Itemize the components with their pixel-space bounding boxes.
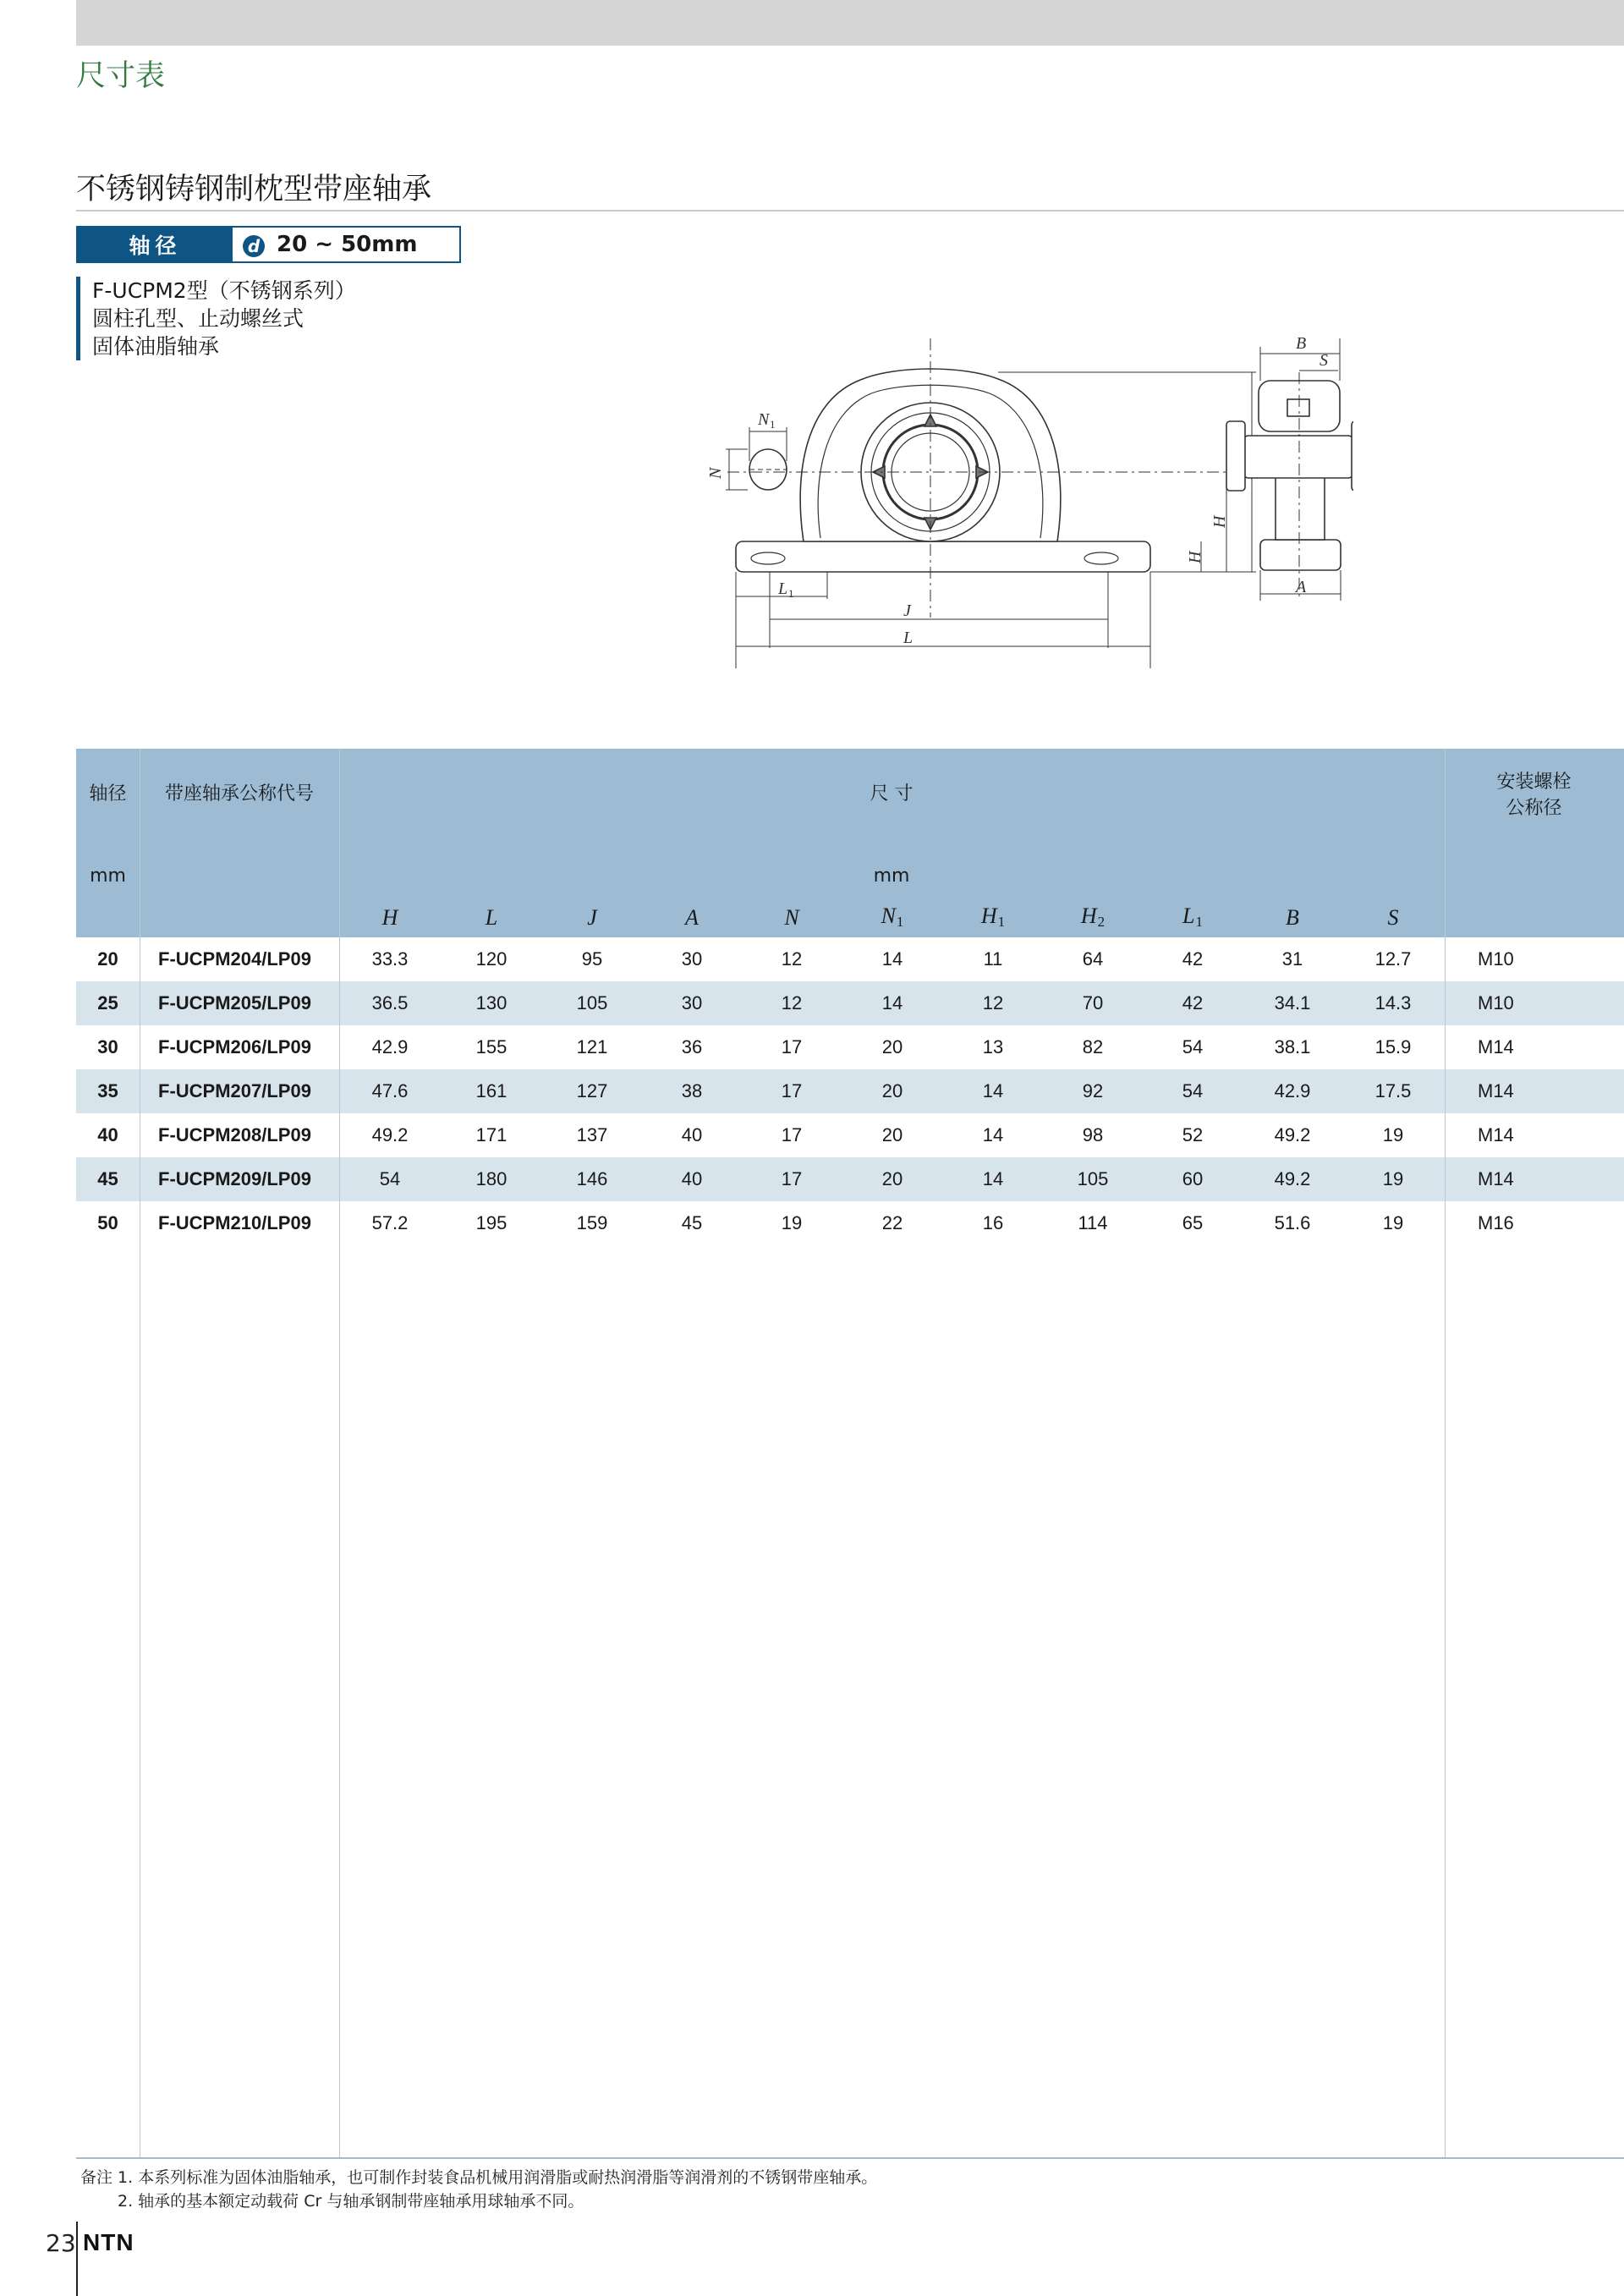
heading-divider <box>76 210 1624 211</box>
bolt-size-cell: M10 <box>1444 981 1624 1025</box>
dimension-cell: 20 <box>842 1157 943 1201</box>
page-number: 23 <box>46 2229 76 2257</box>
column-header-1 <box>441 887 542 937</box>
dimension-cell: 60 <box>1143 1157 1243 1201</box>
dimension-cell: 120 <box>475 948 508 969</box>
column-subscript: 2 <box>1097 914 1106 930</box>
dimension-cell: 17 <box>742 1069 842 1113</box>
dimension-cell: 42 <box>1182 948 1204 969</box>
ntn-logo: NTN <box>83 2229 134 2255</box>
dimension-cell: 51.6 <box>1274 1212 1311 1233</box>
dimension-table <box>76 749 1624 1245</box>
svg-text:B: B <box>1296 334 1307 353</box>
dimension-cell: 12 <box>781 948 803 969</box>
table-row <box>76 1157 1624 1201</box>
note-2: 2. 轴承的基本额定动载荷 Cr 与轴承钢制带座轴承用球轴承不同。 <box>118 2192 584 2211</box>
svg-text:L: L <box>778 579 788 598</box>
description-line-2: 圆柱孔型、止动螺丝式 <box>92 306 304 331</box>
dimension-cell: 14.3 <box>1342 981 1444 1025</box>
column-subscript: 1 <box>997 914 1006 930</box>
dimension-cell: 20 <box>881 1124 903 1145</box>
svg-text:H: H <box>1210 515 1229 528</box>
svg-text:1: 1 <box>788 587 794 600</box>
dimension-cell: 114 <box>1078 1212 1108 1233</box>
dimension-cell: 52 <box>1182 1124 1204 1145</box>
dimension-cell: 105 <box>542 981 642 1025</box>
page-title: 不锈钢铸钢制枕型带座轴承 <box>76 173 432 206</box>
bolt-size-cell: M14 <box>1478 1124 1514 1145</box>
column-header-3 <box>642 887 742 937</box>
dimension-cell: 38 <box>642 1069 742 1113</box>
column-header-5 <box>842 887 943 937</box>
dimension-cell: 42.9 <box>1243 1069 1342 1113</box>
dimension-cell: 14 <box>881 948 903 969</box>
note-1: 备注 1. 本系列标准为固体油脂轴承，也可制作封装食品机械用润滑脂或耐热润滑脂等润滑剂的不锈钢带座轴承。 <box>80 2168 878 2187</box>
svg-text:J: J <box>903 601 911 620</box>
shaft-size-box <box>76 226 461 263</box>
shaft-diameter-cell: 40 <box>97 1124 118 1145</box>
dimension-cell: 30 <box>681 948 703 969</box>
dimension-cell: 22 <box>881 1212 903 1233</box>
bearing-code-cell: F-UCPM209/LP09 <box>140 1157 339 1201</box>
dimension-cell: 159 <box>576 1212 608 1233</box>
bolt-size-cell: M16 <box>1478 1212 1514 1233</box>
table-row <box>76 1069 1624 1113</box>
dimension-cell: 36 <box>681 1036 703 1057</box>
dimension-cell: 45 <box>681 1212 703 1233</box>
column-symbol: L <box>485 905 498 930</box>
dimension-cell: 82 <box>1082 1036 1104 1057</box>
dimension-cell: 19 <box>1382 1212 1404 1233</box>
svg-text:1: 1 <box>770 418 776 431</box>
dimension-cell: 14 <box>943 1069 1043 1113</box>
svg-text:L: L <box>903 629 914 647</box>
dimension-cell: 38.1 <box>1274 1036 1311 1057</box>
bolt-size-cell: M10 <box>1478 948 1514 969</box>
svg-text:N: N <box>758 410 770 429</box>
dimension-cell: 105 <box>1043 1157 1143 1201</box>
bearing-code-cell: F-UCPM206/LP09 <box>158 1036 311 1057</box>
shaft-size-range: 20 ~ 50mm <box>277 232 418 257</box>
dimension-cell: 34.1 <box>1243 981 1342 1025</box>
header-spacer-2 <box>140 887 339 937</box>
column-symbol: N <box>881 904 896 928</box>
dimension-cell: 13 <box>982 1036 1004 1057</box>
shaft-size-value <box>233 228 459 261</box>
dimension-cell: 49.2 <box>1274 1124 1311 1145</box>
description-line-3: 固体油脂轴承 <box>92 334 220 359</box>
header-code: 带座轴承公称代号 <box>140 749 339 865</box>
header-code-spacer <box>140 865 339 887</box>
notes <box>80 2166 877 2213</box>
dimension-cell: 30 <box>642 981 742 1025</box>
shaft-diameter-cell: 35 <box>76 1069 140 1113</box>
column-header-10 <box>1342 887 1444 937</box>
top-bar <box>76 0 1624 46</box>
dimension-cell: 42.9 <box>371 1036 409 1057</box>
column-symbol: A <box>685 905 699 930</box>
column-subscript: 1 <box>1195 914 1203 930</box>
dimension-cell: 161 <box>441 1069 542 1113</box>
svg-text:S: S <box>1320 351 1328 370</box>
table-divider-3 <box>1445 749 1446 2158</box>
table-row <box>76 1113 1624 1157</box>
header-unit-mid: mm <box>339 865 1444 887</box>
column-symbol: N <box>784 905 799 930</box>
column-subscript: 1 <box>896 914 904 930</box>
column-symbol: L <box>1182 904 1195 928</box>
dimension-cell: 70 <box>1043 981 1143 1025</box>
dimension-cell: 11 <box>983 948 1003 969</box>
column-symbol: H <box>1080 904 1097 928</box>
dimension-cell: 65 <box>1182 1212 1204 1233</box>
dimension-cell: 137 <box>576 1124 608 1145</box>
bearing-code-cell: F-UCPM207/LP09 <box>140 1069 339 1113</box>
column-symbol: B <box>1286 905 1299 930</box>
dimension-cell: 36.5 <box>339 981 441 1025</box>
front-view <box>727 338 1252 618</box>
dimension-cell: 195 <box>475 1212 508 1233</box>
dimension-cell: 19 <box>781 1212 803 1233</box>
dimension-cell: 171 <box>475 1124 508 1145</box>
dimension-cell: 19 <box>1342 1157 1444 1201</box>
dimension-cell: 33.3 <box>371 948 409 969</box>
dimension-cell: 47.6 <box>339 1069 441 1113</box>
side-view <box>1226 334 1353 601</box>
column-header-8 <box>1143 887 1243 937</box>
dimension-cell: 19 <box>1382 1124 1404 1145</box>
column-symbol: H <box>980 904 997 928</box>
section-title: 尺寸表 <box>76 59 166 93</box>
header-spacer-1 <box>76 887 140 937</box>
svg-text:A: A <box>1296 578 1307 596</box>
header-bolt <box>1444 749 1624 937</box>
column-header-6 <box>943 887 1043 937</box>
column-header-7 <box>1043 887 1143 937</box>
column-symbol: J <box>587 905 597 930</box>
dimension-cell: 121 <box>576 1036 608 1057</box>
dimension-cell: 95 <box>581 948 603 969</box>
column-symbol: S <box>1387 905 1399 930</box>
dimension-cell: 14 <box>982 1124 1004 1145</box>
column-header-4 <box>742 887 842 937</box>
dimension-cell: 54 <box>1143 1069 1243 1113</box>
dimension-cell: 17.5 <box>1342 1069 1444 1113</box>
bolt-size-cell: M14 <box>1444 1157 1624 1201</box>
description-line-1: F-UCPM2型（不锈钢系列） <box>92 278 356 303</box>
diameter-symbol: d <box>243 235 265 257</box>
shaft-diameter-cell: 25 <box>76 981 140 1025</box>
dimension-cell: 127 <box>542 1069 642 1113</box>
bolt-size-cell: M14 <box>1444 1069 1624 1113</box>
header-shaft: 轴径 <box>76 749 140 865</box>
bearing-code-cell: F-UCPM208/LP09 <box>158 1124 311 1145</box>
dimension-cell: 16 <box>982 1212 1004 1233</box>
table-row <box>76 1025 1624 1069</box>
shaft-diameter-cell: 30 <box>97 1036 118 1057</box>
header-bolt-line1: 安装螺栓 <box>1496 772 1572 793</box>
header-dimensions: 尺 寸 <box>339 749 1444 865</box>
svg-text:H: H <box>1186 551 1204 563</box>
shaft-diameter-cell: 50 <box>97 1212 118 1233</box>
shaft-diameter-cell: 45 <box>76 1157 140 1201</box>
dimension-cell: 98 <box>1082 1124 1104 1145</box>
header-bolt-line2: 公称径 <box>1506 798 1562 819</box>
dimension-cell: 12 <box>742 981 842 1025</box>
column-header-0 <box>339 887 441 937</box>
column-header-9 <box>1243 887 1342 937</box>
dimension-cell: 31 <box>1281 948 1303 969</box>
shaft-size-label: 轴径 <box>78 228 233 261</box>
dimension-cell: 12 <box>943 981 1043 1025</box>
table-divider-2 <box>339 749 340 2158</box>
dimension-cell: 155 <box>475 1036 508 1057</box>
table-row <box>76 937 1624 981</box>
table-row <box>76 1201 1624 1245</box>
dimension-cell: 20 <box>881 1036 903 1057</box>
dimension-cell: 40 <box>642 1157 742 1201</box>
dimension-cell: 49.2 <box>371 1124 409 1145</box>
column-header-2 <box>542 887 642 937</box>
dimension-cell: 14 <box>842 981 943 1025</box>
dimension-cell: 57.2 <box>371 1212 409 1233</box>
dimension-cell: 17 <box>781 1036 803 1057</box>
header-unit-left: mm <box>76 865 140 887</box>
bearing-code-cell: F-UCPM205/LP09 <box>140 981 339 1025</box>
column-symbol: H <box>381 905 398 930</box>
dimension-cell: 14 <box>943 1157 1043 1201</box>
dimension-cell: 54 <box>339 1157 441 1201</box>
dimension-cell: 64 <box>1082 948 1104 969</box>
dimension-cell: 180 <box>441 1157 542 1201</box>
dimension-cell: 92 <box>1043 1069 1143 1113</box>
bolt-size-cell: M14 <box>1478 1036 1514 1057</box>
dimension-cell: 42 <box>1143 981 1243 1025</box>
bearing-code-cell: F-UCPM210/LP09 <box>158 1212 311 1233</box>
page-number-rule <box>76 2222 78 2296</box>
table-bottom-rule <box>76 2157 1624 2159</box>
bearing-code-cell: F-UCPM204/LP09 <box>158 948 311 969</box>
shaft-diameter-cell: 20 <box>97 948 118 969</box>
dimension-cell: 49.2 <box>1243 1157 1342 1201</box>
dimension-cell: 12.7 <box>1374 948 1412 969</box>
dimension-cell: 17 <box>742 1157 842 1201</box>
dimension-cell: 20 <box>842 1069 943 1113</box>
table-row <box>76 981 1624 1025</box>
dimension-cell: 15.9 <box>1374 1036 1412 1057</box>
dimension-cell: 130 <box>441 981 542 1025</box>
dimension-cell: 40 <box>681 1124 703 1145</box>
series-description <box>76 277 356 360</box>
dimension-cell: 54 <box>1182 1036 1204 1057</box>
dimension-cell: 146 <box>542 1157 642 1201</box>
svg-text:N: N <box>706 467 725 479</box>
bearing-drawing <box>694 305 1353 668</box>
dimension-cell: 17 <box>781 1124 803 1145</box>
